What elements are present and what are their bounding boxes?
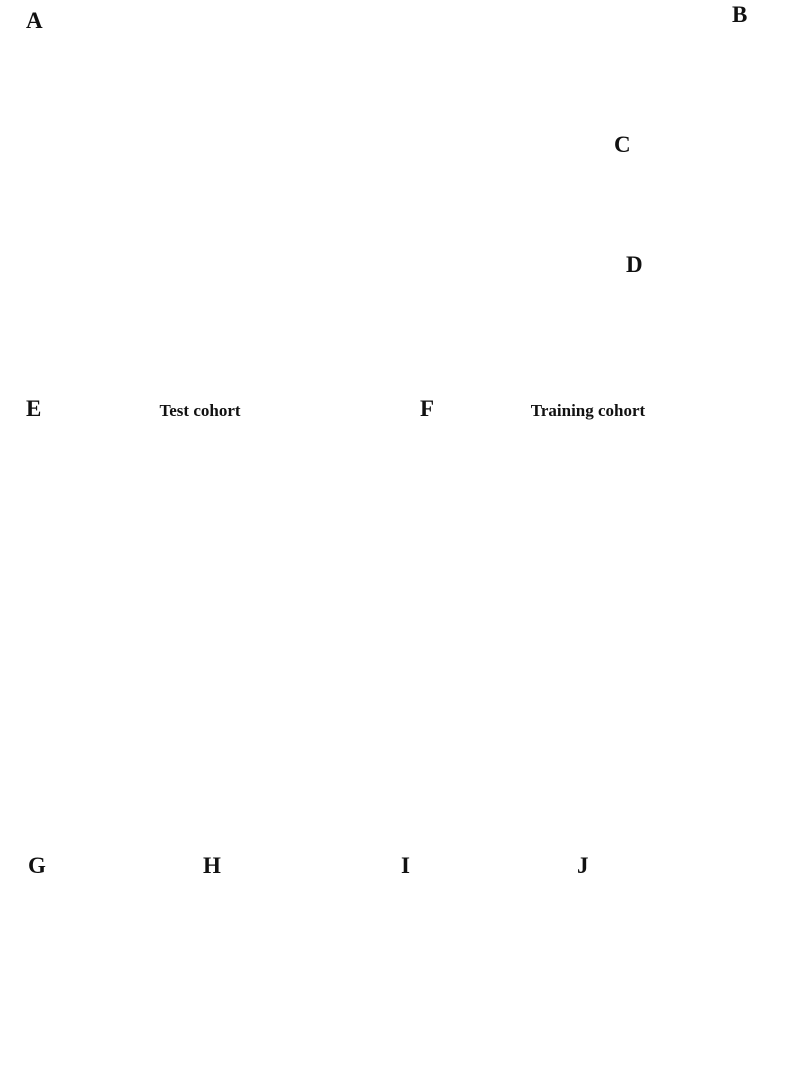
panel-label-e: E bbox=[26, 396, 42, 421]
panel-label-f: F bbox=[420, 396, 435, 421]
test-cohort-title: Test cohort bbox=[159, 401, 241, 420]
panel-label-i: I bbox=[401, 853, 410, 878]
panel-label-a: A bbox=[26, 8, 43, 33]
training-cohort-title: Training cohort bbox=[530, 401, 646, 420]
panel-label-b: B bbox=[732, 2, 748, 27]
panel-label-j: J bbox=[577, 853, 589, 878]
panel-label-d: D bbox=[626, 252, 643, 277]
panel-label-h: H bbox=[203, 853, 221, 878]
panel-label-g: G bbox=[28, 853, 46, 878]
panel-label-c: C bbox=[614, 132, 631, 157]
